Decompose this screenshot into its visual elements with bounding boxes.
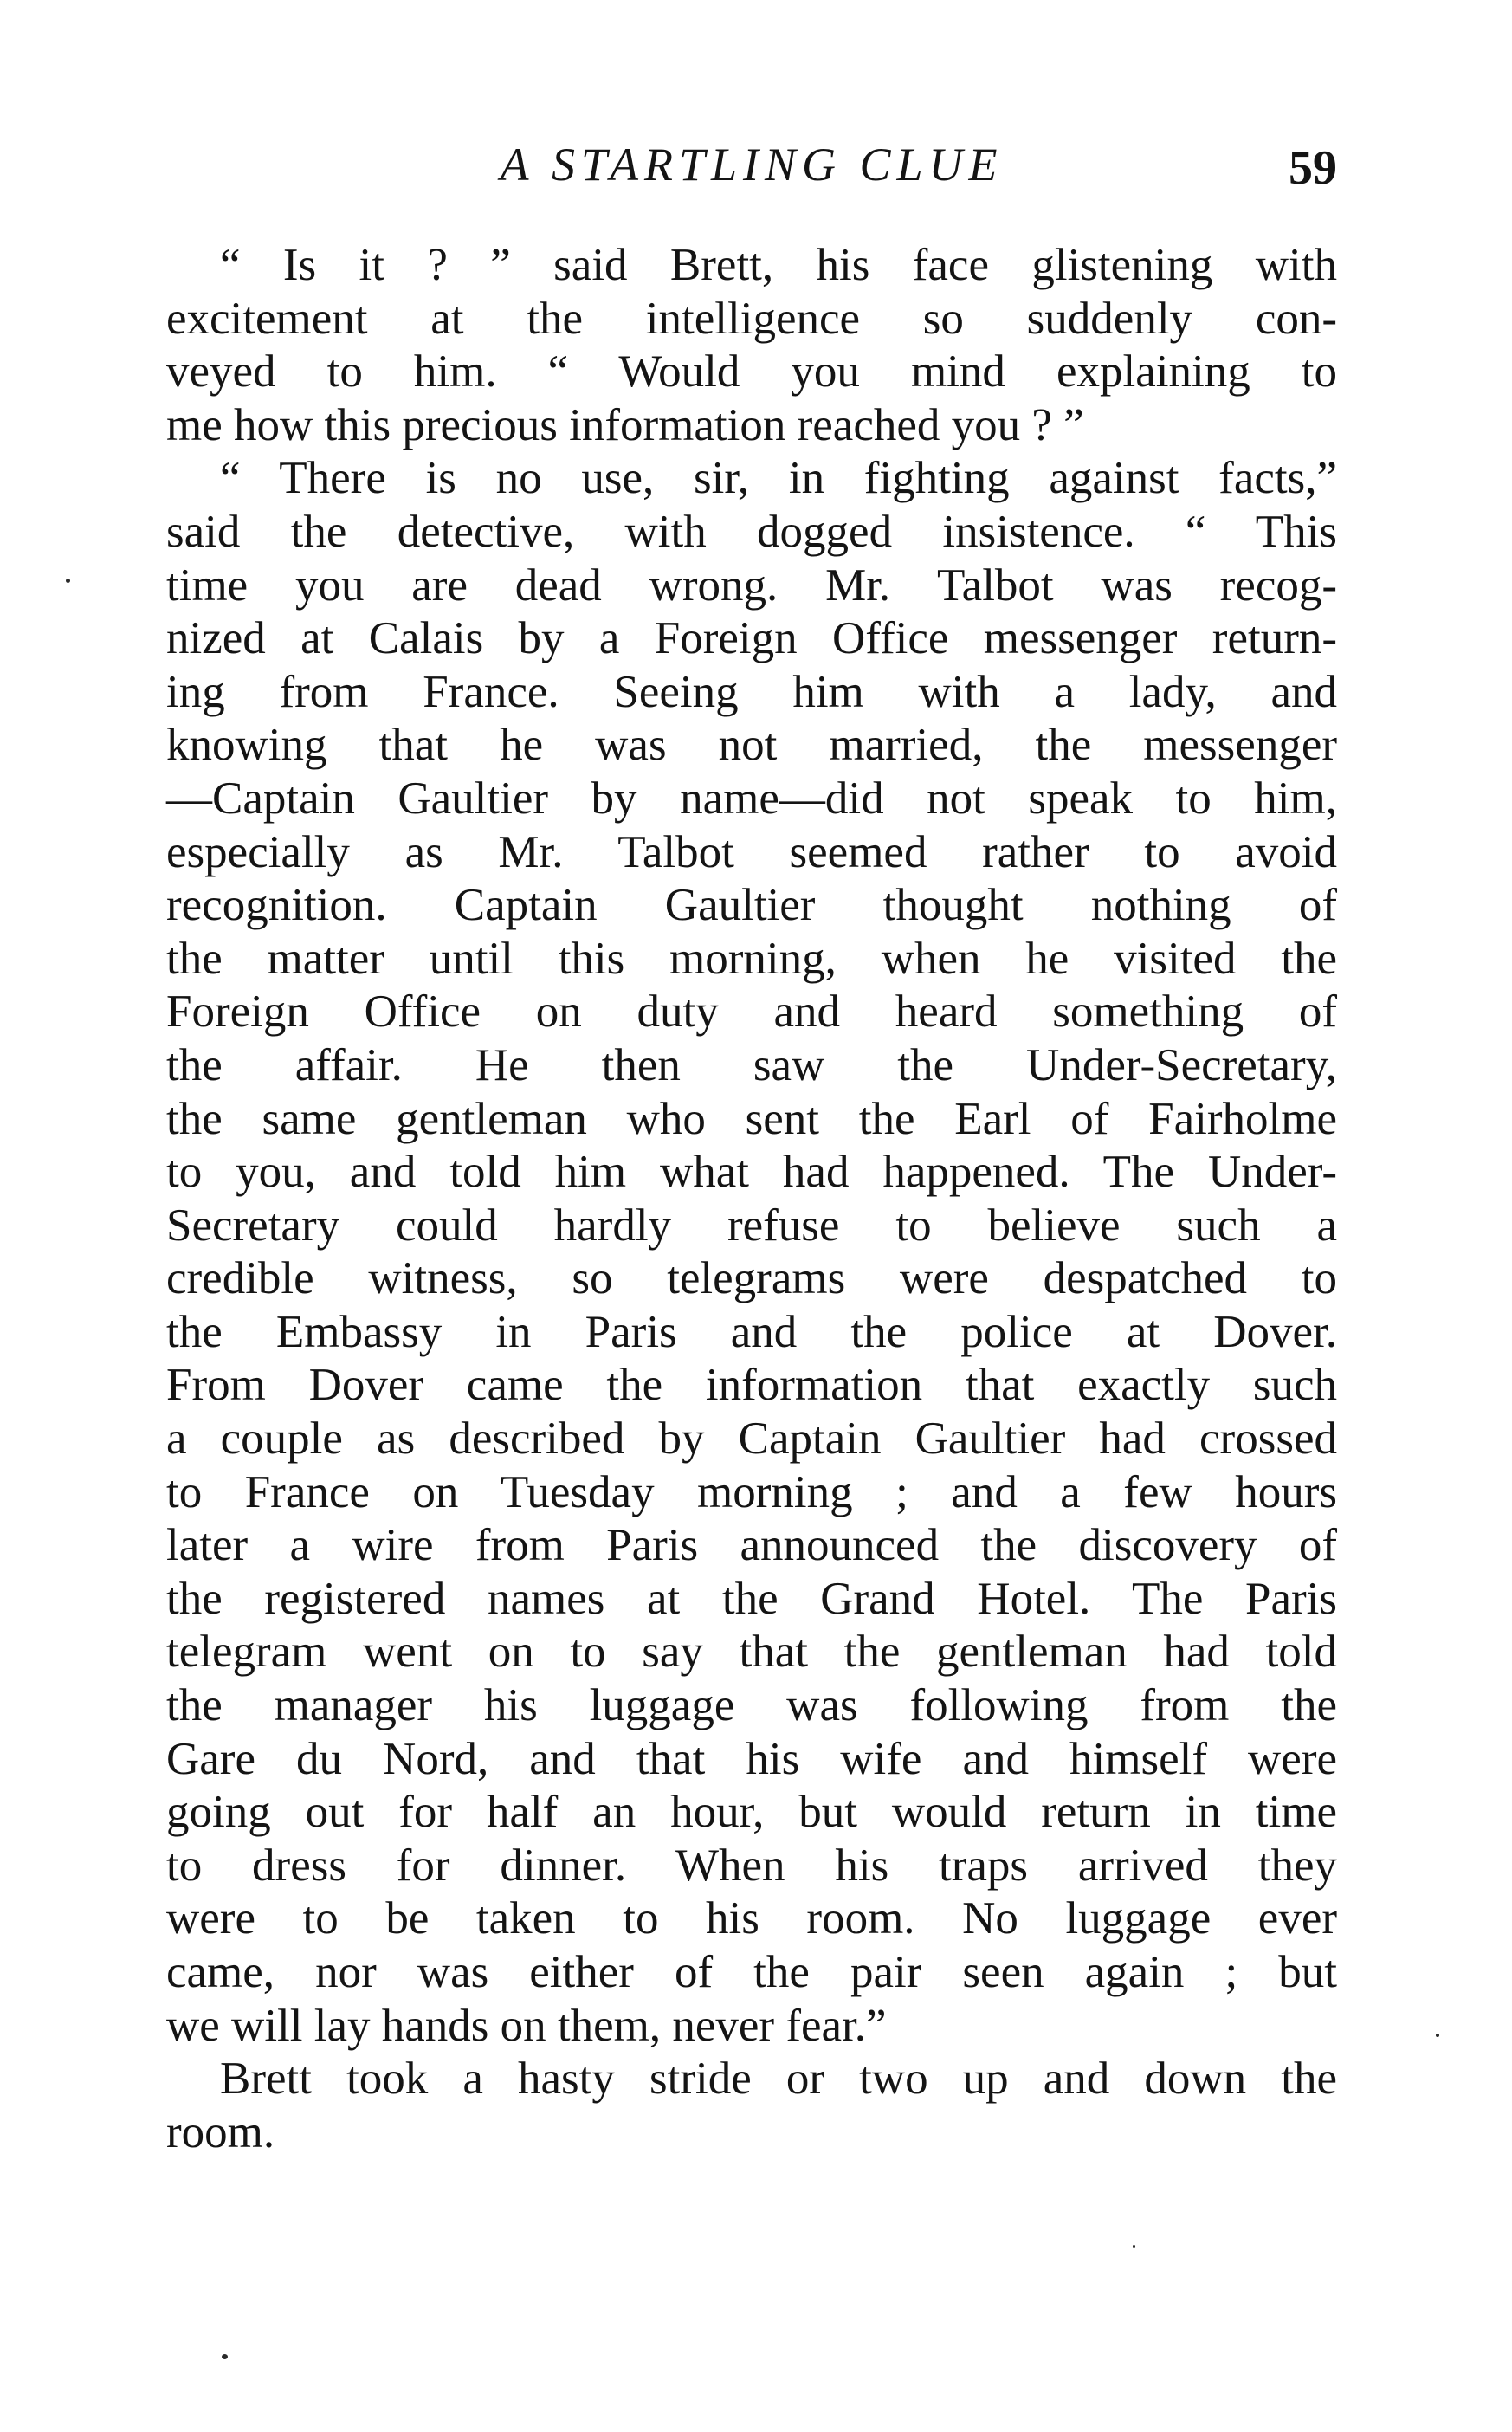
text-line: “ There is no use, sir, in fighting against facts,” — [220, 453, 1337, 504]
text-line: time you are dead wrong. Mr. Talbot was recog- — [166, 559, 1337, 611]
print-speck — [222, 2354, 228, 2359]
text-line: said the detective, with dogged insistence. “ This — [166, 506, 1337, 557]
text-line: me how this precious information reached you ? ” — [166, 399, 1084, 450]
print-speck — [66, 579, 70, 583]
text-line: to you, and told him what had happened. The Under- — [166, 1147, 1337, 1198]
text-line: recognition. Captain Gaultier thought nothing of — [166, 880, 1337, 931]
text-line: came, nor was either of the pair seen again ; but — [166, 1947, 1337, 1997]
text-line: the same gentleman who sent the Earl of Fairholme — [166, 1093, 1337, 1144]
text-line: Foreign Office on duty and heard something of — [166, 986, 1337, 1038]
text-line: credible witness, so telegrams were despatched to — [166, 1253, 1337, 1304]
text-line: the affair. He then saw the Under-Secretary, — [166, 1039, 1337, 1090]
paragraph — [166, 239, 1337, 452]
text-line: to France on Tuesday morning ; and a few hours — [166, 1466, 1337, 1517]
text-line: —Captain Gaultier by name—did not speak to him, — [166, 773, 1337, 824]
text-line: later a wire from Paris announced the discovery of — [166, 1520, 1337, 1571]
text-line: the matter until this morning, when he visited the — [166, 933, 1337, 984]
text-line: Secretary could hardly refuse to believe such a — [166, 1200, 1337, 1251]
paragraph — [166, 2053, 1337, 2159]
text-line: excitement at the intelligence so suddenly con- — [166, 293, 1337, 344]
text-line: Gare du Nord, and that his wife and himself were — [166, 1733, 1337, 1784]
text-line: From Dover came the information that exactly such — [166, 1360, 1337, 1411]
text-line: we will lay hands on them, never fear.” — [166, 2000, 887, 2051]
paragraph — [166, 452, 1337, 2053]
body-text — [166, 239, 1337, 2159]
text-line: the Embassy in Paris and the police at Dover. — [166, 1306, 1337, 1357]
text-line: ing from France. Seeing him with a lady, and — [166, 666, 1337, 717]
running-head — [166, 130, 1337, 199]
text-line: “ Is it ? ” said Brett, his face glistening with — [220, 240, 1337, 290]
text-line: the manager his luggage was following from the — [166, 1680, 1337, 1731]
text-line: veyed to him. “ Would you mind explaining to — [166, 346, 1337, 398]
page-number: 59 — [1289, 141, 1337, 195]
text-line: telegram went on to say that the gentleman had told — [166, 1627, 1337, 1678]
running-title: A STARTLING CLUE — [500, 139, 1004, 191]
text-line: going out for half an hour, but would return in time — [166, 1787, 1337, 1838]
text-line: to dress for dinner. When his traps arrived they — [166, 1840, 1337, 1891]
print-speck — [1436, 2034, 1439, 2037]
text-line: especially as Mr. Talbot seemed rather to avoid — [166, 826, 1337, 877]
text-line: Brett took a hasty stride or two up and down the — [220, 2054, 1337, 2105]
text-line: knowing that he was not married, the messenger — [166, 720, 1337, 771]
text-line: the registered names at the Grand Hotel. The Paris — [166, 1573, 1337, 1624]
text-line: were to be taken to his room. No luggage ever — [166, 1893, 1337, 1944]
text-line: a couple as described by Captain Gaultier had crossed — [166, 1413, 1337, 1465]
text-line: nized at Calais by a Foreign Office messenger return- — [166, 613, 1337, 664]
text-line: room. — [166, 2106, 275, 2157]
print-speck — [1133, 2245, 1135, 2248]
